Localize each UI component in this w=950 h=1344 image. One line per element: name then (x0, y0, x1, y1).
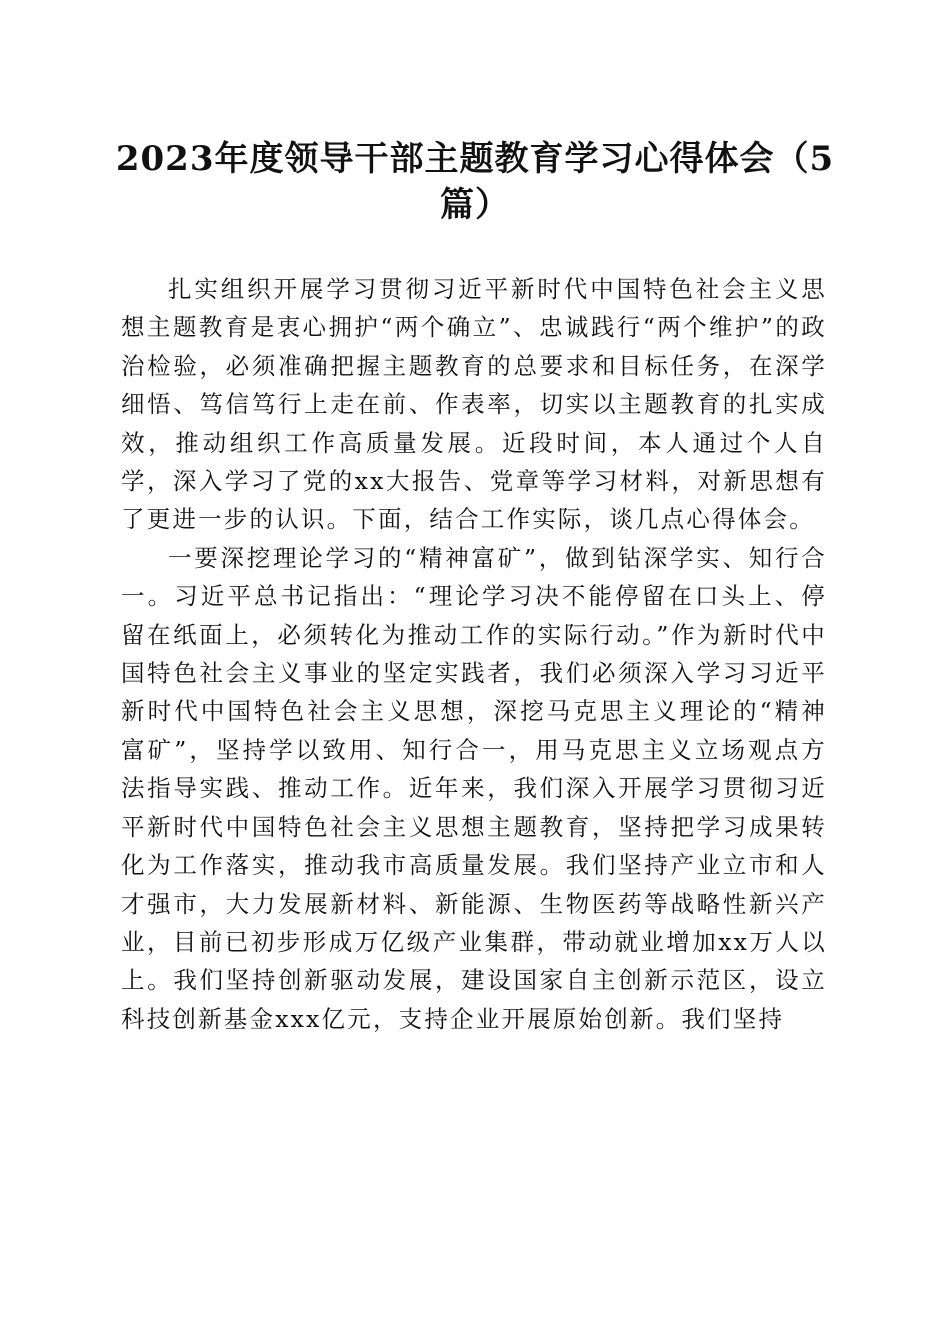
document-body (121, 270, 827, 1038)
document-title: 2023年度领导干部主题教育学习心得体会（5篇） (115, 139, 835, 225)
paragraph-point-one: 一要深挖理论学习的“精神富矿”，做到钻深学实、知行合一。习近平总书记指出：“理论学习决不能停留在口头上、停留在纸面上，必须转化为推动工作的实际行动。”作为新时代中国特色社会主义事业的坚定实践者，我们必须深入学习习近平新时代中国特色社会主义思想，深挖马克思主义理论的“精神富矿”，坚持学以致用、知行合一，用马克思主义立场观点方法指导实践、推动工作。近年来，我们深入开展学习贯彻习近平新时代中国特色社会主义思想主题教育，坚持把学习成果转化为工作落实，推动我市高质量发展。我们坚持产业立市和人才强市，大力发展新材料、新能源、生物医药等战略性新兴产业，目前已初步形成万亿级产业集群，带动就业增加xx万人以上。我们坚持创新驱动发展，建设国家自主创新示范区，设立科技创新基金xxx亿元，支持企业开展原始创新。我们坚持 (121, 543, 827, 1033)
paragraph-intro: 扎实组织开展学习贯彻习近平新时代中国特色社会主义思想主题教育是衷心拥护“两个确立”、忠诚践行“两个维护”的政治检验，必须准确把握主题教育的总要求和目标任务，在深学细悟、笃信笃行上走在前、作表率，切实以主题教育的扎实成效，推动组织工作高质量发展。近段时间，本人通过个人自学，深入学习了党的xx大报告、党章等学习材料，对新思想有了更进一步的认识。下面，结合工作实际，谈几点心得体会。 (121, 275, 827, 534)
